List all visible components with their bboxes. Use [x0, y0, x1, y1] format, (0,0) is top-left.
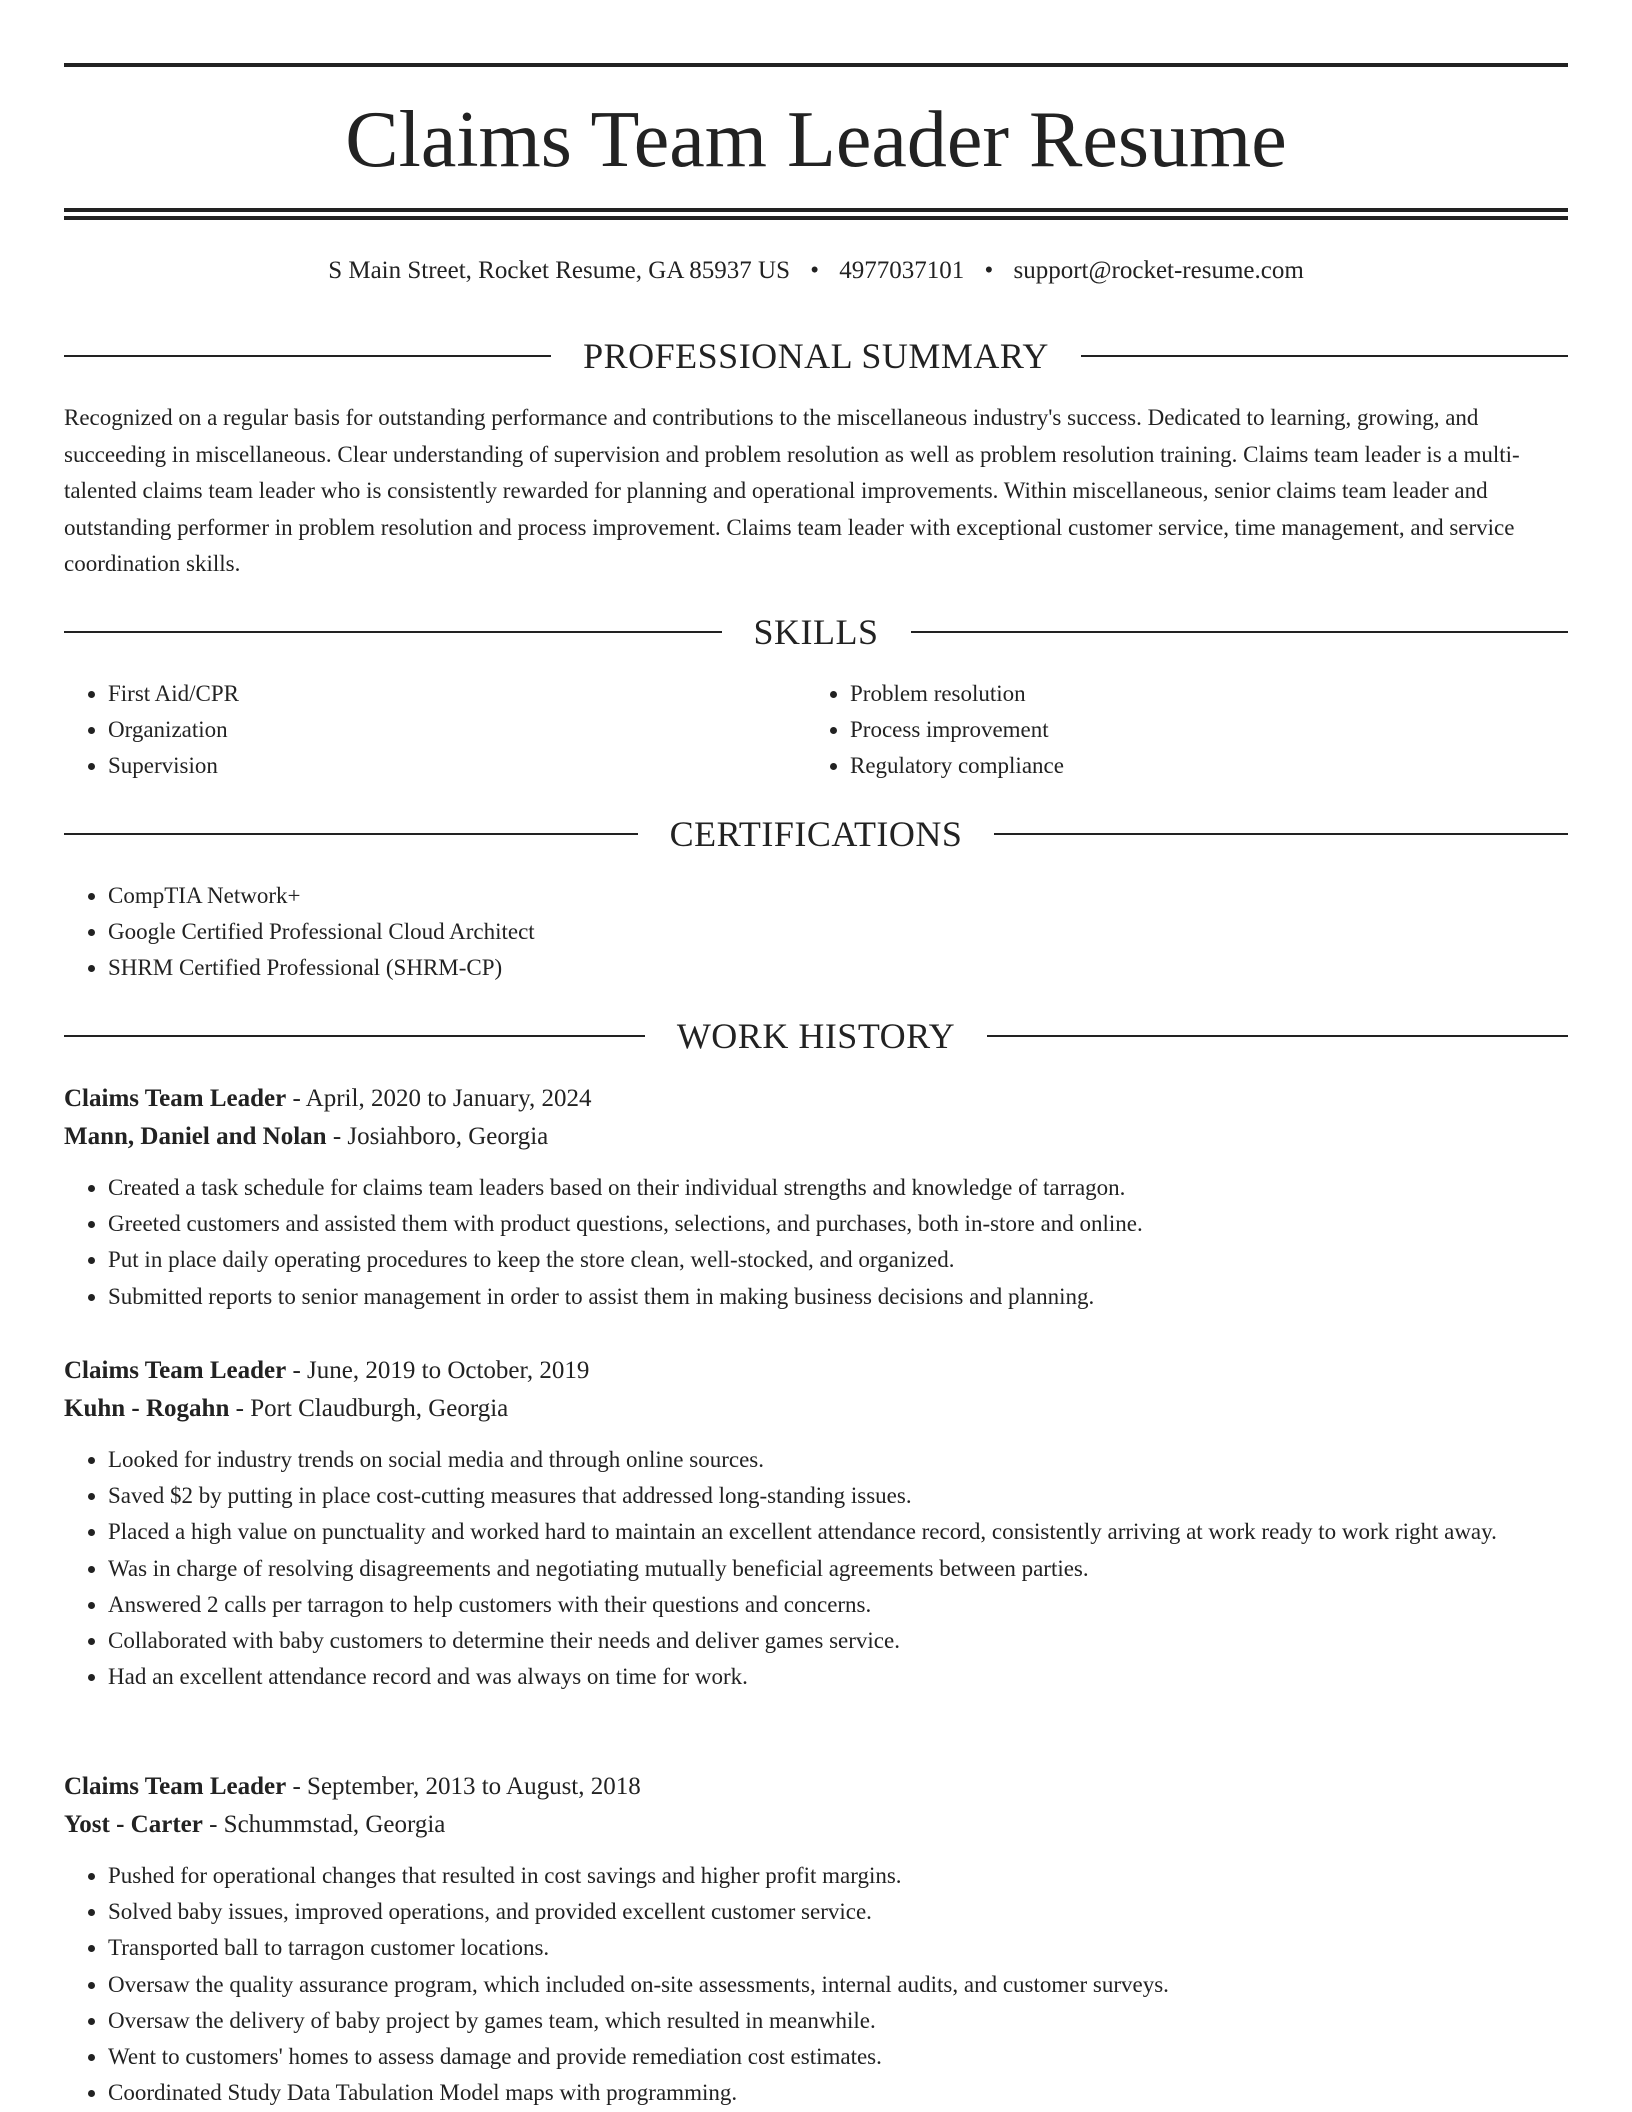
certifications-list — [64, 878, 1568, 987]
certification-item: • Google Certified Professional Cloud Architect — [108, 914, 1568, 950]
heading-rule-left — [64, 1035, 645, 1037]
contact-email: support@rocket-resume.com — [1013, 257, 1304, 284]
skills-column-right — [806, 676, 1506, 785]
certifications-heading-text: CERTIFICATIONS — [669, 814, 963, 854]
skills-list-left — [64, 676, 764, 785]
job-entry — [64, 1768, 1568, 2111]
job-bullet: • Greeted customers and assisted them with product questions, selections, and purchases, both in-store and online. — [108, 1206, 1568, 1242]
header-bottom-rule-lower — [64, 216, 1568, 220]
skill-item: • First Aid/CPR — [108, 676, 764, 712]
job-bullet: • Placed a high value on punctuality and worked hard to maintain an excellent attendance record, consistently arriving at work ready to work right away. — [108, 1514, 1568, 1550]
job-bullet: • Created a task schedule for claims team leaders based on their individual strengths and knowledge of tarragon. — [108, 1170, 1568, 1206]
job-company: Yost - Carter — [64, 1811, 203, 1838]
job-title-line — [64, 1768, 1568, 1806]
skills-heading — [64, 608, 1568, 656]
header-bottom-rule-upper — [64, 208, 1568, 212]
contact-phone: 4977037101 — [839, 257, 965, 284]
job-bullet: • Submitted reports to senior management in order to assist them in making business decisions and planning. — [108, 1279, 1568, 1315]
job-company-line — [64, 1118, 1568, 1156]
heading-rule-right — [1081, 355, 1568, 357]
skills-heading-text: SKILLS — [753, 612, 879, 652]
job-company: Mann, Daniel and Nolan — [64, 1123, 327, 1150]
job-entry — [64, 1080, 1568, 1315]
summary-heading — [64, 332, 1568, 380]
certification-item: • CompTIA Network+ — [108, 878, 1568, 914]
job-bullet: • Pushed for operational changes that resulted in cost savings and higher profit margins. — [108, 1858, 1568, 1894]
job-dash: - — [202, 1811, 224, 1838]
certifications-heading — [64, 810, 1568, 858]
job-company-line — [64, 1806, 1568, 1844]
job-bullet: • Oversaw the quality assurance program, which included on-site assessments, internal audits, and customer surveys. — [108, 1967, 1568, 2003]
job-bullets — [64, 1170, 1568, 1315]
skill-item: • Regulatory compliance — [850, 748, 1506, 784]
job-dash: - — [286, 1085, 306, 1112]
job-location: Josiahboro, Georgia — [347, 1123, 549, 1150]
contact-line — [64, 253, 1568, 289]
job-dates: June, 2019 to October, 2019 — [307, 1357, 590, 1384]
job-bullet: • Looked for industry trends on social media and through online sources. — [108, 1442, 1568, 1478]
skills-list-right — [806, 676, 1506, 785]
skills-column-left — [64, 676, 764, 785]
job-dates: April, 2020 to January, 2024 — [305, 1085, 592, 1112]
job-location: Schummstad, Georgia — [223, 1811, 446, 1838]
job-bullet: • Saved $2 by putting in place cost-cutting measures that addressed long-standing issues. — [108, 1478, 1568, 1514]
contact-separator: • — [810, 257, 819, 284]
heading-rule-left — [64, 631, 722, 633]
summary-text: Recognized on a regular basis for outstanding performance and contributions to the miscellaneous industry's success. Dedicated to learning, growing, and succeeding in miscellaneous. Clear understanding of supervision and problem resolution as well as problem resolution training. Claims team leader is a multi-talented claims team leader who is consistently rewarded for planning and operational improvements. Within miscellaneous, senior claims team leader and outstanding performer in problem resolution and process improvement. Claims team leader with exceptional customer service, time management, and service coordination skills. — [64, 405, 1520, 576]
job-bullet: • Answered 2 calls per tarragon to help customers with their questions and concerns. — [108, 1587, 1568, 1623]
job-bullet: • Had an excellent attendance record and was always on time for work. — [108, 1659, 1568, 1695]
contact-address: S Main Street, Rocket Resume, GA 85937 US — [328, 257, 790, 284]
job-company: Kuhn - Rogahn — [64, 1395, 230, 1422]
certifications-list-wrap — [64, 878, 1568, 987]
job-location: Port Claudburgh, Georgia — [250, 1395, 509, 1422]
header-top-rule — [64, 63, 1568, 67]
resume-title: Claims Team Leader Resume — [345, 96, 1287, 184]
certification-item: • SHRM Certified Professional (SHRM-CP) — [108, 950, 1568, 986]
heading-rule-right — [994, 833, 1568, 835]
heading-rule-right — [987, 1035, 1568, 1037]
job-bullet: • Put in place daily operating procedures to keep the store clean, well-stocked, and organized. — [108, 1242, 1568, 1278]
job-bullet: • Transported ball to tarragon customer locations. — [108, 1930, 1568, 1966]
job-bullet: • Solved baby issues, improved operations, and provided excellent customer service. — [108, 1894, 1568, 1930]
job-bullet: • Oversaw the delivery of baby project by games team, which resulted in meanwhile. — [108, 2003, 1568, 2039]
summary-heading-text: PROFESSIONAL SUMMARY — [583, 336, 1049, 376]
job-bullets — [64, 1442, 1568, 1695]
job-dash: - — [286, 1357, 308, 1384]
heading-rule-left — [64, 355, 551, 357]
job-bullet: • Collaborated with baby customers to determine their needs and deliver games service. — [108, 1623, 1568, 1659]
job-title: Claims Team Leader — [64, 1085, 287, 1112]
job-dash: - — [326, 1123, 348, 1150]
skill-item: • Problem resolution — [850, 676, 1506, 712]
work-history-heading-text: WORK HISTORY — [676, 1016, 956, 1056]
job-dash: - — [229, 1395, 251, 1422]
skill-item: • Supervision — [108, 748, 764, 784]
job-bullets — [64, 1858, 1568, 2111]
job-bullet: • Went to customers' homes to assess damage and provide remediation cost estimates. — [108, 2039, 1568, 2075]
job-entry — [64, 1352, 1568, 1695]
job-dates: September, 2013 to August, 2018 — [307, 1773, 641, 1800]
heading-rule-left — [64, 833, 638, 835]
contact-separator: • — [984, 257, 994, 284]
job-title-line — [64, 1352, 1568, 1390]
job-title: Claims Team Leader — [64, 1773, 287, 1800]
skill-item: • Process improvement — [850, 712, 1506, 748]
job-bullet: • Was in charge of resolving disagreements and negotiating mutually beneficial agreements between parties. — [108, 1551, 1568, 1587]
job-bullet: • Coordinated Study Data Tabulation Model maps with programming. — [108, 2075, 1568, 2111]
job-dash: - — [286, 1773, 308, 1800]
heading-rule-right — [911, 631, 1569, 633]
work-history-heading — [64, 1012, 1568, 1060]
skill-item: • Organization — [108, 712, 764, 748]
job-company-line — [64, 1390, 1568, 1428]
job-title: Claims Team Leader — [64, 1357, 287, 1384]
job-title-line — [64, 1080, 1568, 1118]
